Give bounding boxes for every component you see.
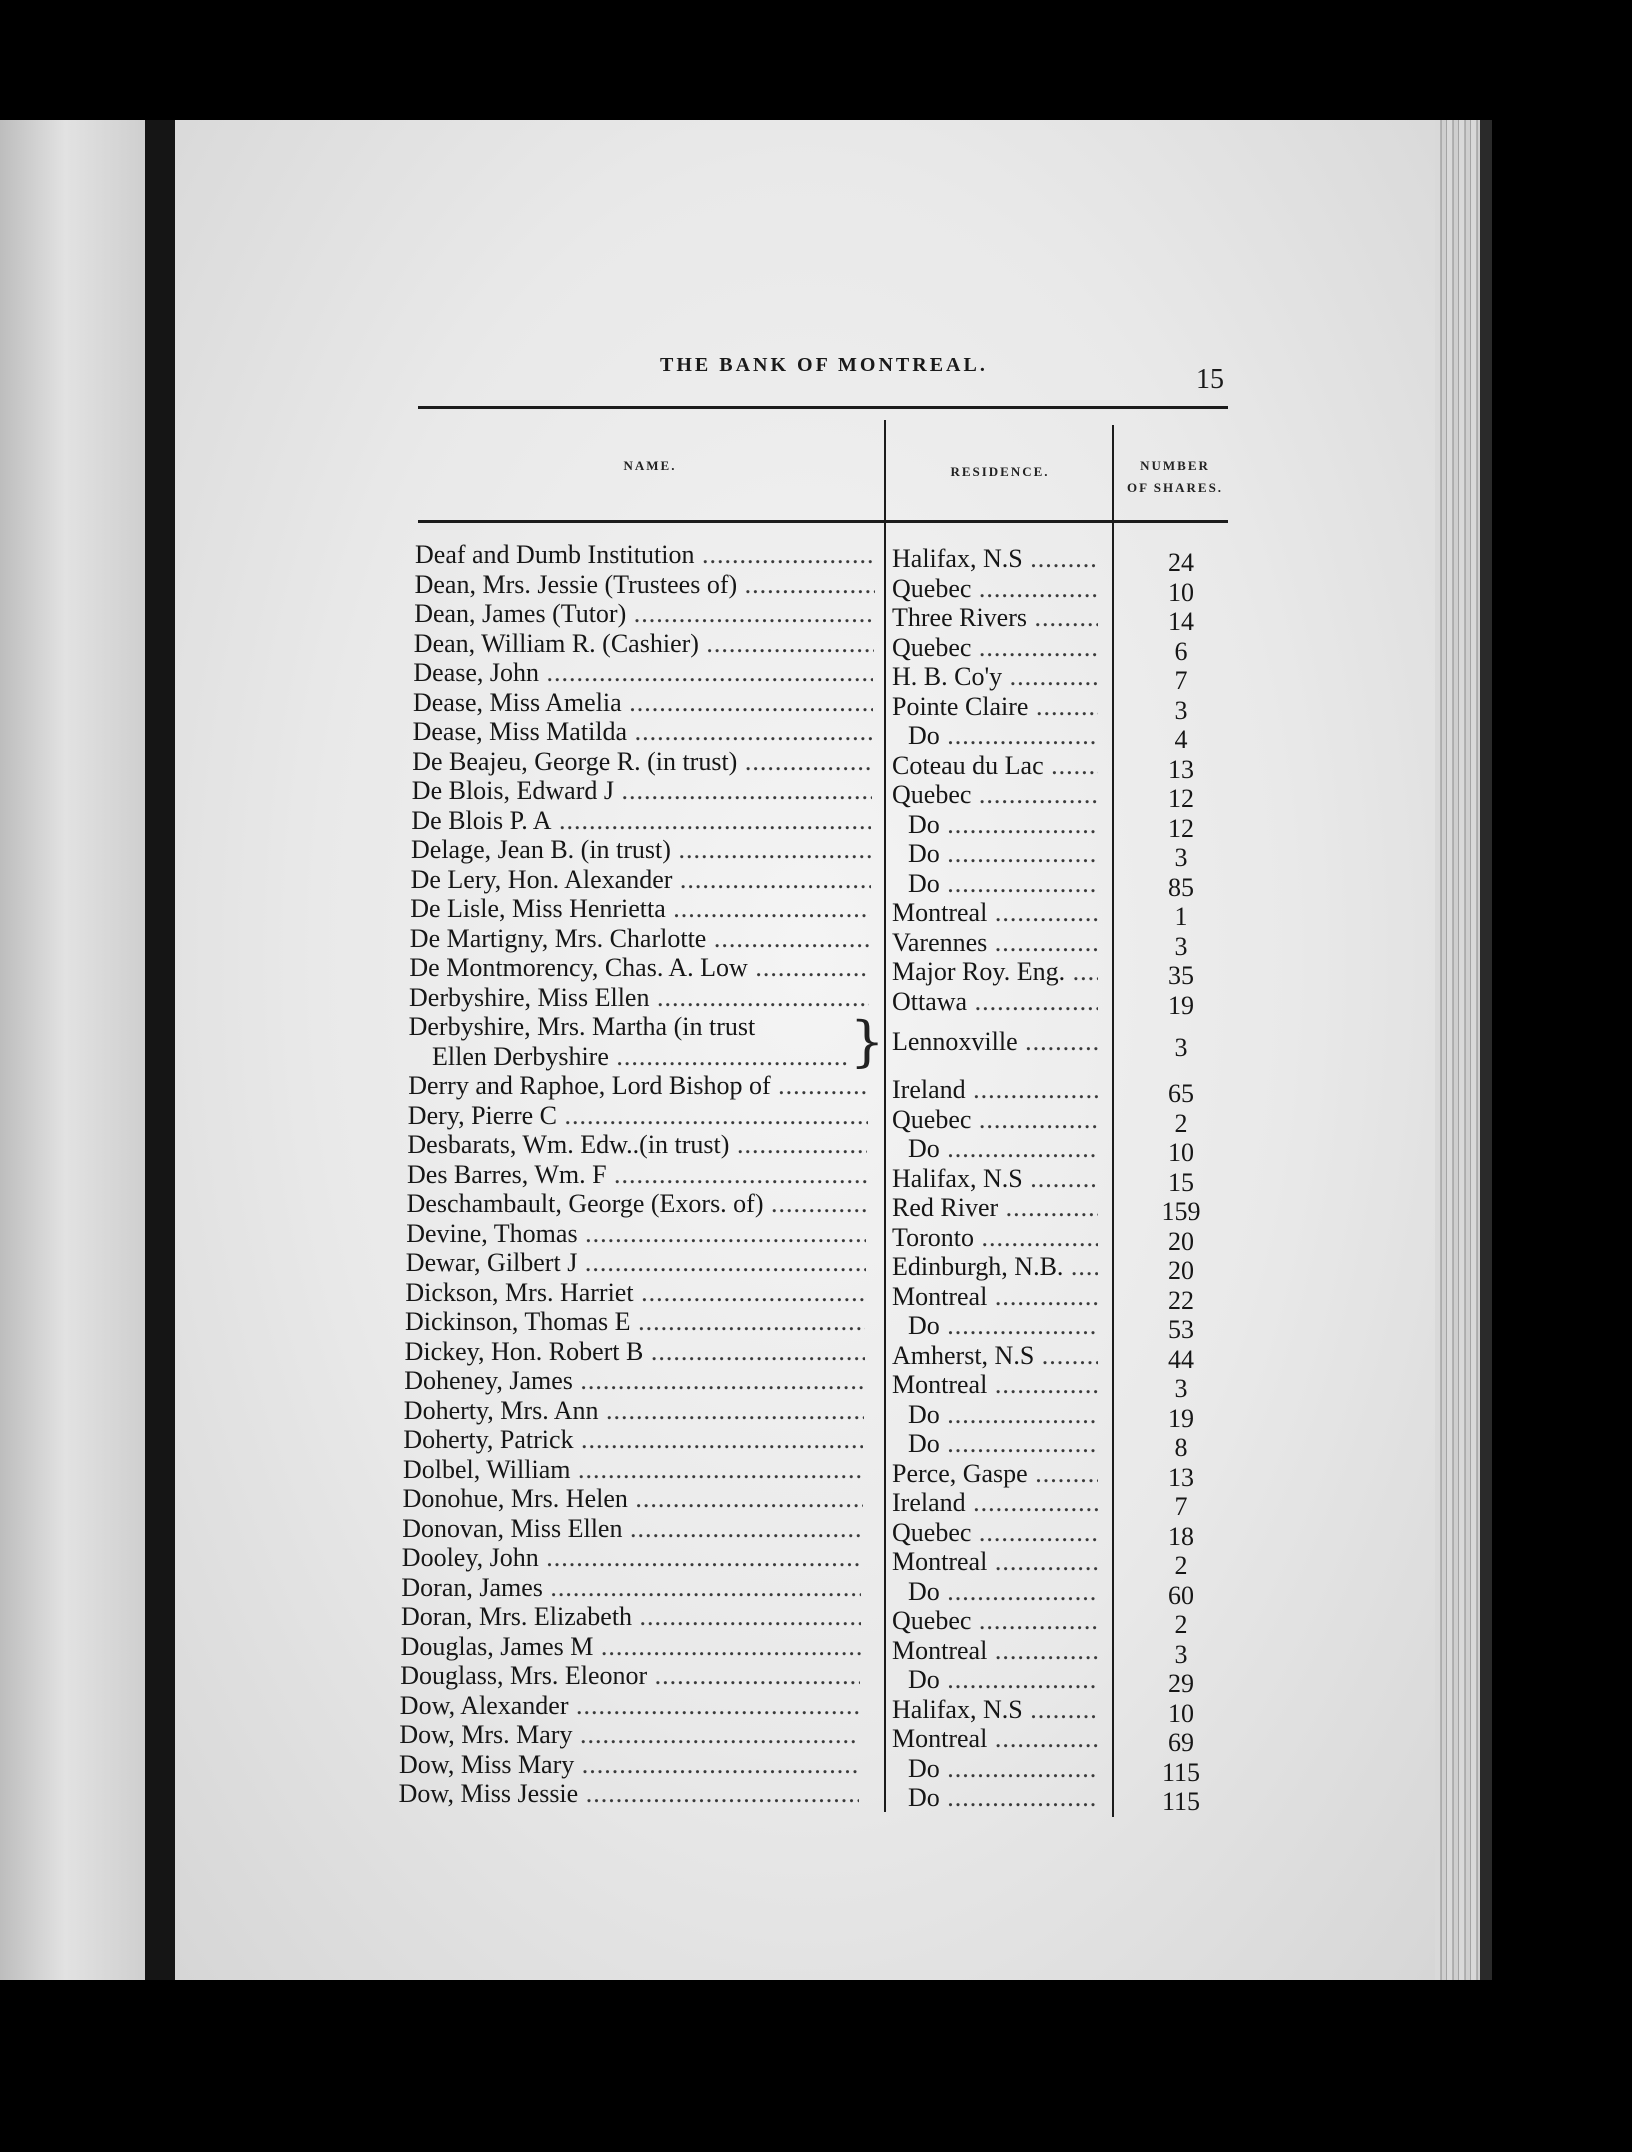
shareholder-name: Dean, William R. (Cashier) .....	[414, 629, 874, 659]
shareholder-name: Doheney, James .....	[404, 1366, 864, 1396]
residence: Montreal .....	[892, 1547, 1098, 1577]
residence: Do .....	[908, 839, 1098, 869]
number-of-shares: 10	[1168, 1698, 1194, 1728]
residence: Montreal .....	[892, 1636, 1098, 1666]
table-row	[0, 658, 1260, 695]
number-of-shares: 6	[1174, 636, 1188, 666]
shareholder-name: Dow, Mrs. Mary .....	[399, 1720, 859, 1750]
shareholder-name: Dooley, John .....	[402, 1543, 862, 1573]
number-of-shares: 1	[1174, 902, 1188, 931]
table-row	[0, 1366, 1260, 1403]
shareholder-name: Devine, Thomas .....	[406, 1219, 866, 1249]
number-of-shares: 44	[1168, 1344, 1194, 1374]
residence: Ireland .....	[892, 1075, 1098, 1105]
number-of-shares: 35	[1168, 961, 1194, 990]
residence: Quebec .....	[892, 1606, 1098, 1636]
number-of-shares: 65	[1168, 1079, 1194, 1108]
residence: Do .....	[908, 1311, 1098, 1341]
number-of-shares: 13	[1168, 754, 1194, 784]
number-of-shares: 159	[1161, 1197, 1201, 1226]
shareholder-name: Dolbel, William .....	[403, 1455, 863, 1485]
residence: Quebec .....	[892, 1105, 1098, 1135]
table-row	[0, 953, 1260, 990]
residence: Do .....	[908, 1665, 1098, 1695]
number-of-shares: 7	[1174, 1492, 1188, 1521]
table-row	[0, 894, 1260, 931]
table-row	[0, 1720, 1260, 1757]
shareholder-name: Doran, Mrs. Elizabeth .....	[401, 1602, 861, 1632]
table-row	[0, 599, 1260, 636]
running-head: THE BANK OF MONTREAL.	[660, 354, 988, 376]
shareholder-name: Dery, Pierre C .....	[408, 1101, 868, 1131]
residence: Do .....	[908, 810, 1098, 840]
shareholder-name: Douglas, James M .....	[401, 1632, 861, 1662]
number-of-shares: 12	[1168, 813, 1194, 843]
table-row	[0, 1218, 1260, 1256]
residence: Coteau du Lac .....	[892, 751, 1098, 781]
residence: Halifax, N.S .....	[892, 544, 1098, 574]
residence: Do .....	[908, 721, 1098, 751]
number-of-shares: 18	[1168, 1521, 1194, 1551]
shareholder-name: De Blois, Edward J .....	[412, 776, 872, 806]
shareholder-name: Derbyshire, Miss Ellen .....	[409, 983, 869, 1013]
number-of-shares: 2	[1174, 1551, 1188, 1580]
residence: Ottawa .....	[892, 987, 1098, 1017]
residence: Red River .....	[892, 1193, 1098, 1223]
residence: Do .....	[908, 1429, 1098, 1459]
residence: Montreal .....	[892, 1282, 1098, 1312]
shareholder-name: Dease, John .....	[413, 658, 873, 688]
shareholder-name: Donovan, Miss Ellen .....	[402, 1514, 862, 1544]
shareholder-name: Deaf and Dumb Institution .....	[415, 540, 875, 570]
residence: Amherst, N.S .....	[892, 1341, 1098, 1371]
table-row	[0, 864, 1260, 902]
number-of-shares: 2	[1174, 1108, 1188, 1138]
residence: Halifax, N.S .....	[892, 1164, 1098, 1194]
table-row	[0, 1395, 1260, 1433]
shareholder-name: Donohue, Mrs. Helen .....	[403, 1484, 863, 1514]
number-of-shares: 20	[1168, 1226, 1194, 1256]
residence: Do .....	[908, 869, 1098, 899]
shareholder-name: Dickey, Hon. Robert B .....	[405, 1337, 865, 1367]
shareholder-name: Derry and Raphoe, Lord Bishop of .....	[408, 1071, 868, 1101]
number-of-shares: 20	[1168, 1256, 1194, 1285]
table-row	[0, 628, 1260, 666]
number-of-shares: 3	[1174, 1032, 1188, 1062]
table-row	[0, 1484, 1260, 1521]
number-of-shares: 85	[1168, 872, 1194, 902]
column-header-residence: RESIDENCE.	[950, 464, 1050, 479]
table-row	[0, 1071, 1260, 1108]
table-row	[0, 982, 1260, 1020]
residence: Montreal .....	[892, 1370, 1098, 1400]
shareholder-name: Dean, Mrs. Jessie (Trustees of) .....	[415, 570, 875, 600]
number-of-shares: 69	[1168, 1728, 1194, 1757]
residence: Toronto .....	[892, 1223, 1098, 1253]
number-of-shares: 22	[1168, 1285, 1194, 1315]
shareholder-name: Desbarats, Wm. Edw..(in trust) .....	[407, 1130, 867, 1160]
column-header-shares-line2: OF SHARES.	[1126, 480, 1224, 495]
shareholder-name: De Beajeu, George R. (in trust) .....	[412, 747, 872, 777]
number-of-shares: 12	[1168, 784, 1194, 813]
shareholder-name: De Lisle, Miss Henrietta .....	[410, 894, 870, 924]
residence: Quebec .....	[892, 633, 1098, 663]
table-row	[0, 1248, 1260, 1285]
residence: Pointe Claire .....	[892, 692, 1098, 722]
shareholder-name: Derbyshire, Mrs. Martha (in trust	[408, 1012, 756, 1041]
table-row	[0, 776, 1260, 813]
page-edges	[1435, 120, 1480, 1980]
table-row	[0, 1100, 1260, 1138]
residence: Three Rivers .....	[892, 603, 1098, 633]
shareholder-name: Dease, Miss Amelia .....	[413, 688, 873, 718]
table-row	[0, 1749, 1260, 1787]
residence: Do .....	[908, 1400, 1098, 1430]
number-of-shares: 3	[1174, 1374, 1188, 1403]
number-of-shares: 3	[1174, 843, 1188, 872]
shareholder-name: Des Barres, Wm. F .....	[407, 1160, 867, 1190]
number-of-shares: 60	[1168, 1580, 1194, 1610]
residence: Ireland .....	[892, 1488, 1098, 1518]
residence: Quebec .....	[892, 780, 1098, 810]
number-of-shares: 115	[1161, 1787, 1201, 1816]
table-row	[0, 1425, 1260, 1462]
residence: Major Roy. Eng. .....	[892, 957, 1098, 987]
table-row	[0, 1779, 1260, 1816]
table-row	[0, 1189, 1260, 1226]
number-of-shares: 8	[1174, 1433, 1188, 1462]
table-header-rule	[418, 520, 1228, 523]
shareholder-name: Dickson, Mrs. Harriet .....	[405, 1278, 865, 1308]
table-row	[0, 1543, 1260, 1580]
residence: H. B. Co'y .....	[892, 662, 1098, 692]
table-row	[0, 923, 1260, 961]
column-header-name: NAME.	[623, 458, 677, 473]
brace-icon: }	[850, 1010, 885, 1073]
shareholder-name: De Blois P. A .....	[411, 806, 871, 836]
table-row	[0, 1277, 1260, 1315]
residence: Montreal .....	[892, 1724, 1098, 1754]
shareholder-name: Doherty, Mrs. Ann .....	[404, 1396, 864, 1426]
shareholder-name: Dewar, Gilbert J .....	[406, 1248, 866, 1278]
table-top-rule	[418, 406, 1228, 409]
number-of-shares: 10	[1168, 577, 1194, 607]
residence: Edinburgh, N.B. .....	[892, 1252, 1098, 1282]
number-of-shares: 115	[1161, 1757, 1201, 1787]
table-row	[0, 569, 1260, 607]
page-edges-shadow	[1480, 120, 1492, 1980]
residence: Do .....	[908, 1754, 1098, 1784]
table-row	[0, 1690, 1260, 1728]
number-of-shares: 3	[1174, 931, 1188, 961]
shareholder-name: Douglass, Mrs. Eleonor .....	[400, 1661, 860, 1691]
table-row	[0, 1602, 1260, 1639]
table-row	[0, 746, 1260, 784]
shareholder-name: Deschambault, George (Exors. of) .....	[407, 1189, 867, 1219]
residence: Varennes .....	[892, 928, 1098, 958]
number-of-shares: 10	[1168, 1138, 1194, 1167]
shareholder-name: De Martigny, Mrs. Charlotte .....	[410, 924, 870, 954]
residence: Quebec .....	[892, 574, 1098, 604]
number-of-shares: 13	[1168, 1462, 1194, 1492]
shareholder-name: Dow, Alexander .....	[400, 1691, 860, 1721]
column-header-shares-line1: NUMBER	[1140, 458, 1210, 473]
shareholder-name: Delage, Jean B. (in trust) .....	[411, 835, 871, 865]
number-of-shares: 53	[1168, 1315, 1194, 1344]
table-row	[0, 1336, 1260, 1374]
number-of-shares: 15	[1168, 1167, 1194, 1197]
table-row	[0, 1572, 1260, 1610]
table-row	[0, 717, 1260, 754]
residence: Montreal .....	[892, 898, 1098, 928]
number-of-shares: 2	[1174, 1610, 1188, 1639]
number-of-shares: 3	[1174, 695, 1188, 725]
residence: Halifax, N.S .....	[892, 1695, 1098, 1725]
number-of-shares: 7	[1174, 666, 1188, 695]
shareholder-name: De Montmorency, Chas. A. Low .....	[409, 953, 869, 983]
table-row	[0, 540, 1260, 577]
number-of-shares: 4	[1174, 725, 1188, 754]
residence: Lennoxville .....	[892, 1027, 1098, 1057]
table-row	[0, 835, 1260, 872]
table-row	[0, 1454, 1260, 1492]
number-of-shares: 29	[1168, 1669, 1194, 1698]
shareholder-name: Doherty, Patrick .....	[403, 1425, 863, 1455]
table-row	[0, 1661, 1260, 1698]
number-of-shares: 14	[1168, 607, 1194, 636]
table-row	[0, 1513, 1260, 1551]
residence: Quebec .....	[892, 1518, 1098, 1548]
shareholder-name: Dow, Miss Mary .....	[399, 1750, 859, 1780]
number-of-shares: 3	[1174, 1639, 1188, 1669]
page-number: 15	[1196, 364, 1224, 395]
shareholder-name: Dickinson, Thomas E .....	[405, 1307, 865, 1337]
table-row	[0, 687, 1260, 725]
shareholder-name: De Lery, Hon. Alexander .....	[411, 865, 871, 895]
table-row	[0, 805, 1260, 843]
number-of-shares: 24	[1168, 548, 1194, 577]
number-of-shares: 19	[1168, 990, 1194, 1020]
table-row	[0, 1012, 1260, 1071]
shareholder-name-continued: Ellen Derbyshire .....	[432, 1042, 850, 1072]
shareholder-name: Dow, Miss Jessie .....	[399, 1779, 859, 1809]
residence: Perce, Gaspe .....	[892, 1459, 1098, 1489]
table-row	[0, 1159, 1260, 1197]
shareholder-name: Dease, Miss Matilda .....	[413, 717, 873, 747]
number-of-shares: 19	[1168, 1403, 1194, 1433]
residence: Do .....	[908, 1783, 1098, 1813]
residence: Do .....	[908, 1577, 1098, 1607]
residence: Do .....	[908, 1134, 1098, 1164]
table-row	[0, 1631, 1260, 1669]
shareholder-name: Dean, James (Tutor) .....	[414, 599, 874, 629]
table-row	[0, 1130, 1260, 1167]
table-row	[0, 1307, 1260, 1344]
shareholder-name: Doran, James .....	[401, 1573, 861, 1603]
